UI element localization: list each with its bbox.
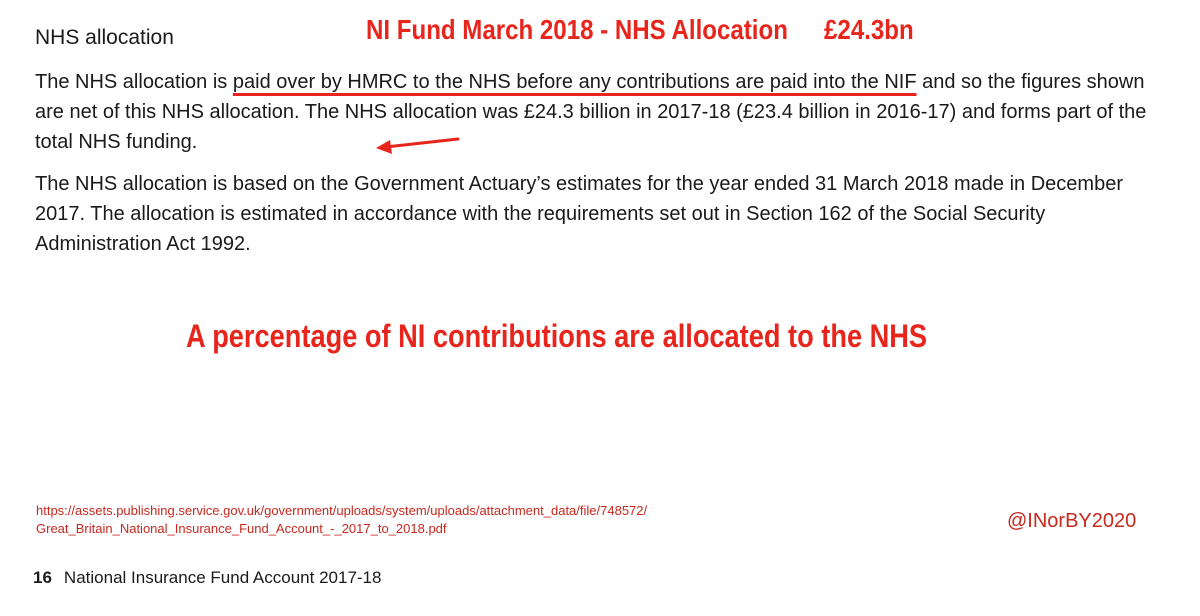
annotation-title-text: NI Fund March 2018 - NHS Allocation xyxy=(366,14,788,45)
page-footer xyxy=(33,568,381,588)
red-arrow-icon xyxy=(372,128,462,158)
source-url-line-1: https://assets.publishing.service.gov.uk/government/uploads/system/uploads/attachment_data/file/748572/ xyxy=(36,503,648,518)
paragraph-text-before: The NHS allocation is xyxy=(35,71,233,93)
annotation-title-amount: £24.3bn xyxy=(824,14,914,45)
page-number: 16 xyxy=(33,568,52,587)
paragraph-government-actuary: The NHS allocation is based on the Government Actuary’s estimates for the year ended 31 March 2018 made in December 2017. The allocation is estimated in accordance with the requirements set out in Section 162 of the Social Security Administration Act 1992. xyxy=(35,173,1123,255)
footer-title: National Insurance Fund Account 2017-18 xyxy=(63,568,382,587)
annotation-note: A percentage of NI contributions are allocated to the NHS xyxy=(186,318,928,354)
section-heading: NHS allocation xyxy=(35,26,174,49)
paragraph-text-after: and so the figures shown are net of this NHS allocation. The NHS allocation was £24.3 billion in 2017-18 (£23.4 billion in 2016-17) and forms part of the total NHS funding. xyxy=(35,71,1147,153)
paragraph-nhs-allocation xyxy=(35,67,1175,157)
source-url-line-2: Great_Britain_National_Insurance_Fund_Account_-_2017_to_2018.pdf xyxy=(36,521,447,536)
annotation-title xyxy=(366,14,914,46)
twitter-handle: @INorBY2020 xyxy=(1007,510,1137,532)
source-url-link[interactable] xyxy=(36,502,647,538)
underlined-highlight: paid over by HMRC to the NHS before any contributions are paid into the NIF xyxy=(232,71,917,93)
